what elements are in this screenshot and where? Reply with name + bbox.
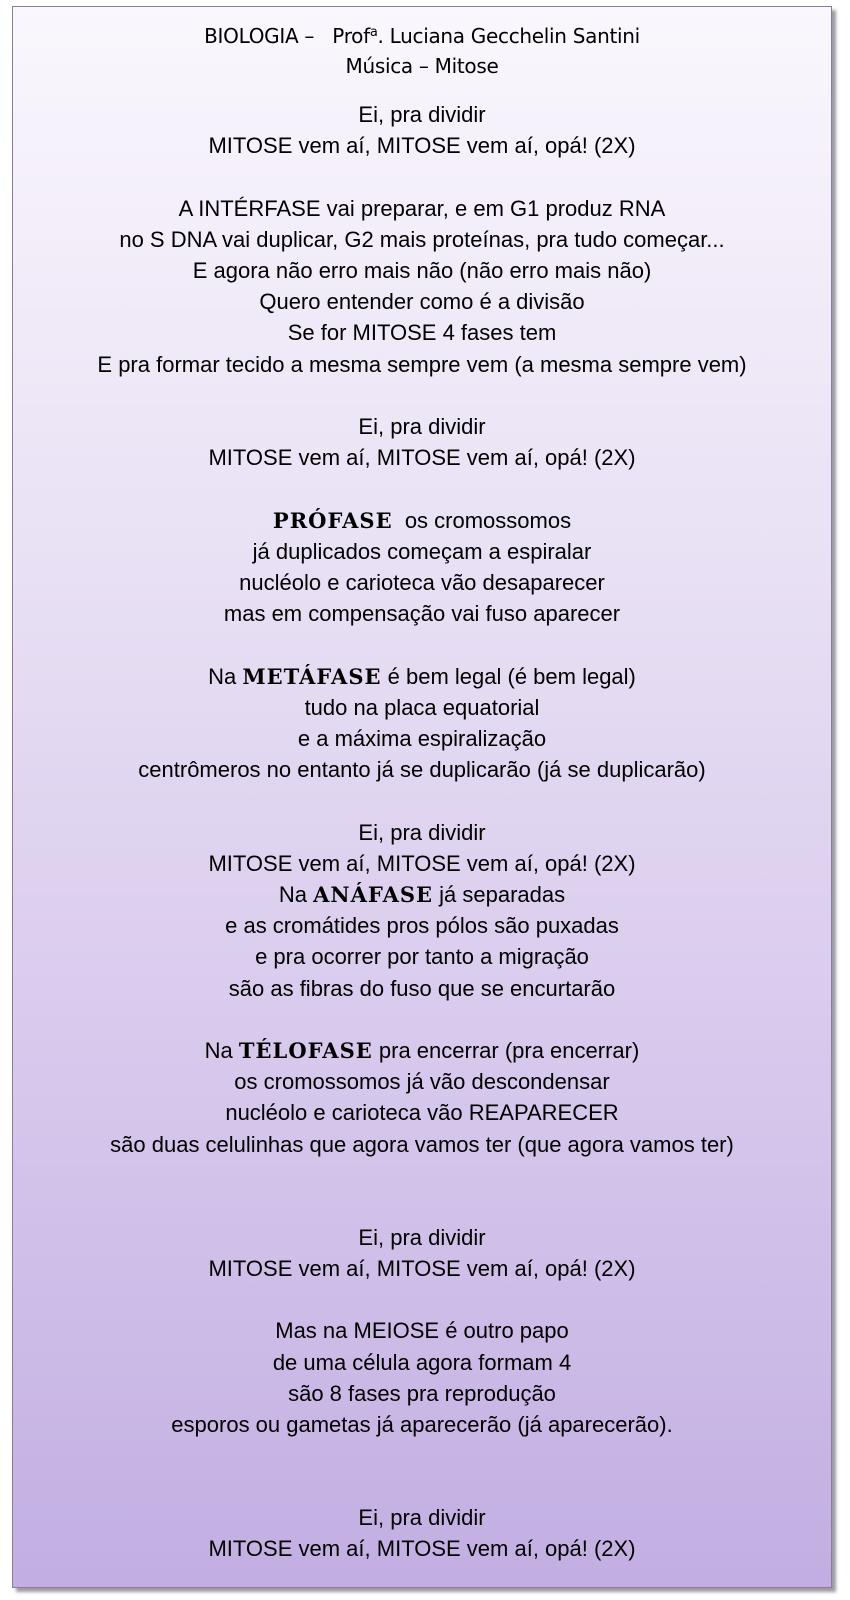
phase-name-anafase: ANÁFASE: [313, 882, 434, 907]
lyric-text: os cromossomos: [392, 507, 572, 533]
lyric-line: mas em compensação vai fuso aparecer: [223, 601, 621, 627]
phase-name-telofase: TÉLOFASE: [238, 1038, 373, 1063]
lyric-text: já separadas: [433, 882, 566, 907]
teacher-prefix: Prof: [332, 24, 370, 48]
lyric-line: no S DNA vai duplicar, G2 mais proteínas, pra tudo começar...: [119, 226, 725, 252]
header-title: [13, 21, 831, 51]
lyric-line: são as fibras do fuso que se encurtarão: [228, 975, 616, 1001]
lyric-line: nucléolo e carioteca vão REAPARECER: [225, 1100, 619, 1126]
header-subtitle: Música – Mitose: [345, 54, 499, 78]
telofase-stanza: [13, 1035, 831, 1160]
lyric-text: pra encerrar (pra encerrar): [372, 1038, 640, 1063]
lyric-line: e as cromátides pros pólos são puxadas: [225, 913, 619, 939]
lyric-line: nucléolo e carioteca vão desaparecer: [239, 570, 605, 595]
lyric-line: os cromossomos já vão descondensar: [234, 1069, 610, 1095]
phase-name-metafase: METÁFASE: [242, 663, 382, 689]
lyric-line: Quero entender como é a divisão: [259, 289, 585, 315]
lyric-line: são duas celulinhas que agora vamos ter (que agora vamos ter): [110, 1131, 734, 1157]
refrain-line: Ei, pra dividir: [358, 819, 486, 845]
refrain-line: MITOSE vem aí, MITOSE vem aí, opá! (2X): [208, 1256, 636, 1282]
lyric-line: tudo na placa equatorial: [304, 694, 540, 720]
refrain-line: MITOSE vem aí, MITOSE vem aí, opá! (2X): [208, 850, 636, 876]
refrain-line: Ei, pra dividir: [358, 414, 486, 439]
lyric-line: E agora não erro mais não (não erro mais não): [192, 258, 652, 283]
lyric-line: [13, 505, 831, 536]
refrain-line: Ei, pra dividir: [358, 1224, 486, 1250]
lyric-line: centrômeros no entanto já se duplicarão (já se duplicarão): [138, 757, 706, 783]
refrain-line: Ei, pra dividir: [358, 1505, 486, 1531]
refrain-stanza: [13, 99, 831, 161]
teacher-superscript: a: [369, 25, 378, 40]
lyric-text: é bem legal (é bem legal): [381, 663, 636, 689]
lyric-line: e pra ocorrer por tanto a migração: [255, 944, 589, 970]
lyric-line: E pra formar tecido a mesma sempre vem (a mesma sempre vem): [97, 351, 747, 377]
refrain-stanza: [13, 817, 831, 879]
refrain-stanza: [13, 1222, 831, 1284]
refrain-stanza: [13, 411, 831, 473]
lyric-line: Se for MITOSE 4 fases tem: [287, 320, 557, 346]
interfase-stanza: [13, 193, 831, 380]
refrain-line: Ei, pra dividir: [358, 102, 486, 127]
lyric-text: Na: [278, 882, 314, 907]
subject-label: BIOLOGIA –: [204, 24, 315, 48]
lyric-line: [13, 879, 831, 910]
song-lyrics: [13, 99, 831, 1565]
lyric-line: [13, 1035, 831, 1066]
refrain-line: MITOSE vem aí, MITOSE vem aí, opá! (2X): [208, 445, 636, 471]
refrain-line: MITOSE vem aí, MITOSE vem aí, opá! (2X): [208, 1536, 636, 1562]
anafase-stanza: [13, 879, 831, 1004]
header: [13, 21, 831, 81]
refrain-line: MITOSE vem aí, MITOSE vem aí, opá! (2X): [208, 133, 636, 159]
phase-name-profase: PRÓFASE: [272, 507, 393, 533]
lyric-line: já duplicados começam a espiralar: [252, 538, 592, 564]
refrain-stanza: [13, 1502, 831, 1564]
meiose-stanza: [13, 1315, 831, 1440]
lyric-line: A INTÉRFASE vai preparar, e em G1 produz RNA: [178, 195, 666, 221]
lyric-text: Na: [204, 1038, 239, 1063]
lyric-line: esporos ou gametas já aparecerão (já aparecerão).: [171, 1412, 673, 1438]
lyric-line: Mas na MEIOSE é outro papo: [275, 1318, 569, 1344]
lyric-line: e a máxima espiralização: [297, 726, 547, 751]
metafase-stanza: [13, 661, 831, 786]
lyrics-sheet: [12, 6, 832, 1588]
lyric-text: Na: [208, 663, 243, 689]
teacher-name: . Luciana Gecchelin Santini: [377, 24, 640, 48]
lyric-line: são 8 fases pra reprodução: [288, 1380, 556, 1406]
profase-stanza: [13, 505, 831, 630]
lyric-line: de uma célula agora formam 4: [272, 1349, 572, 1375]
lyric-line: [13, 661, 831, 692]
